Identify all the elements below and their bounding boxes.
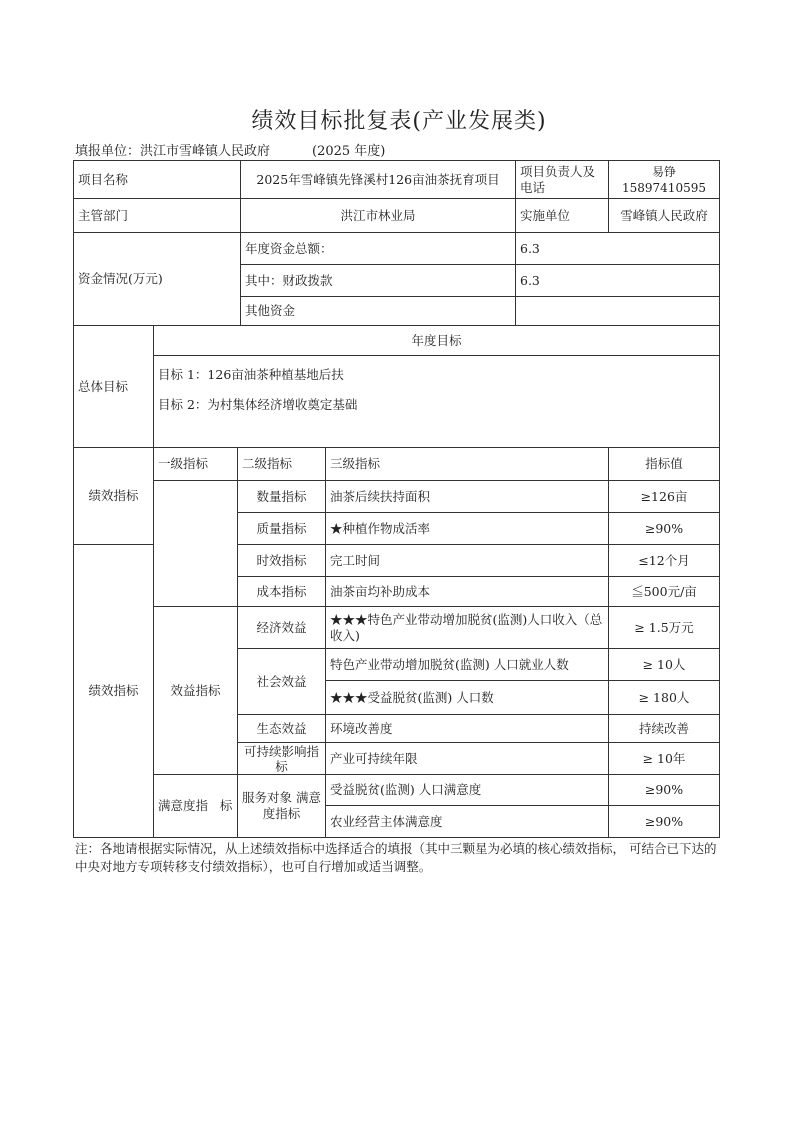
l3: 油茶亩均补助成本 bbox=[326, 577, 609, 607]
project-info-table bbox=[73, 160, 720, 326]
l3: 产业可持续年限 bbox=[326, 743, 609, 775]
l3: 完工时间 bbox=[326, 545, 609, 577]
impl-label: 实施单位 bbox=[516, 199, 609, 233]
page-title: 绩效目标批复表(产业发展类) bbox=[251, 109, 547, 134]
goals-label: 总体目标 bbox=[74, 326, 154, 448]
year: (2025 年度) bbox=[312, 144, 386, 159]
l1-satisfaction: 满意度指 标 bbox=[154, 775, 238, 838]
l2: 社会效益 bbox=[238, 649, 326, 715]
perf-label: 绩效指标 bbox=[74, 448, 154, 545]
other-label: 其他资金 bbox=[241, 297, 516, 326]
fiscal-value: 6.3 bbox=[516, 265, 720, 297]
value: ≦500元/亩 bbox=[609, 577, 720, 607]
project-name: 2025年雪峰镇先锋溪村126亩油茶抚育项目 bbox=[241, 161, 516, 199]
value: ≤12个月 bbox=[609, 545, 720, 577]
fill-unit: 填报单位：洪江市雪峰镇人民政府 bbox=[75, 144, 271, 159]
value: ≥ 10年 bbox=[609, 743, 720, 775]
l3: 特色产业带动增加脱贫(监测) 人口就业人数 bbox=[326, 649, 609, 681]
l3: 农业经营主体满意度 bbox=[326, 806, 609, 838]
other-value bbox=[516, 297, 720, 326]
l2: 生态效益 bbox=[238, 715, 326, 743]
leader-label: 项目负责人及电话 bbox=[516, 161, 609, 199]
total-label: 年度资金总额： bbox=[241, 233, 516, 265]
value: ≥126亩 bbox=[609, 481, 720, 513]
l2: 成本指标 bbox=[238, 577, 326, 607]
value: ≥ 180人 bbox=[609, 681, 720, 715]
l1-benefit: 效益指标 bbox=[154, 607, 238, 775]
total-value: 6.3 bbox=[516, 233, 720, 265]
l2: 时效指标 bbox=[238, 545, 326, 577]
fiscal-label: 其中：财政拨款 bbox=[241, 265, 516, 297]
goal-2: 目标 2：为村集体经济增收奠定基础 bbox=[158, 397, 358, 412]
fill-unit-line bbox=[75, 140, 385, 159]
leader: 易铮15897410595 bbox=[609, 161, 720, 199]
h4: 指标值 bbox=[609, 448, 720, 481]
dept-label: 主管部门 bbox=[74, 199, 241, 233]
l3: ★★★受益脱贫(监测) 人口数 bbox=[326, 681, 609, 715]
l3: 环境改善度 bbox=[326, 715, 609, 743]
value: ≥90% bbox=[609, 806, 720, 838]
goals-performance-table bbox=[73, 325, 720, 838]
l2: 经济效益 bbox=[238, 607, 326, 649]
value: 持续改善 bbox=[609, 715, 720, 743]
value: ≥ 10人 bbox=[609, 649, 720, 681]
l2: 服务对象 满意度指标 bbox=[238, 775, 326, 838]
funds-label: 资金情况(万元) bbox=[74, 233, 241, 326]
h2: 二级指标 bbox=[238, 448, 326, 481]
impl: 雪峰镇人民政府 bbox=[609, 199, 720, 233]
value: ≥90% bbox=[609, 513, 720, 545]
value: ≥ 1.5万元 bbox=[609, 607, 720, 649]
project-name-label: 项目名称 bbox=[74, 161, 241, 199]
perf-label-2: 绩效指标 bbox=[74, 545, 154, 838]
h3: 三级指标 bbox=[326, 448, 609, 481]
goals-header: 年度目标 bbox=[154, 326, 720, 356]
l3: ★★★特色产业带动增加脱贫(监测)人口收入（总收入) bbox=[326, 607, 609, 649]
l2: 可持续影响指标 bbox=[238, 743, 326, 775]
l3: 油茶后续扶持面积 bbox=[326, 481, 609, 513]
l2: 数量指标 bbox=[238, 481, 326, 513]
goal-1: 目标 1：126亩油茶种植基地后扶 bbox=[158, 367, 344, 382]
l3: ★种植作物成活率 bbox=[326, 513, 609, 545]
value: ≥90% bbox=[609, 775, 720, 806]
l2: 质量指标 bbox=[238, 513, 326, 545]
footnote: 注：各地请根据实际情况，从上述绩效指标中选择适合的填报（其中三颗星为必填的核心绩效指标， 可结合已下达的中央对地方专项转移支付绩效指标），也可自行增加或适当调整。 bbox=[75, 841, 717, 874]
h1: 一级指标 bbox=[154, 448, 238, 481]
l1-output bbox=[154, 481, 238, 607]
dept: 洪江市林业局 bbox=[241, 199, 516, 233]
l3: 受益脱贫(监测) 人口满意度 bbox=[326, 775, 609, 806]
